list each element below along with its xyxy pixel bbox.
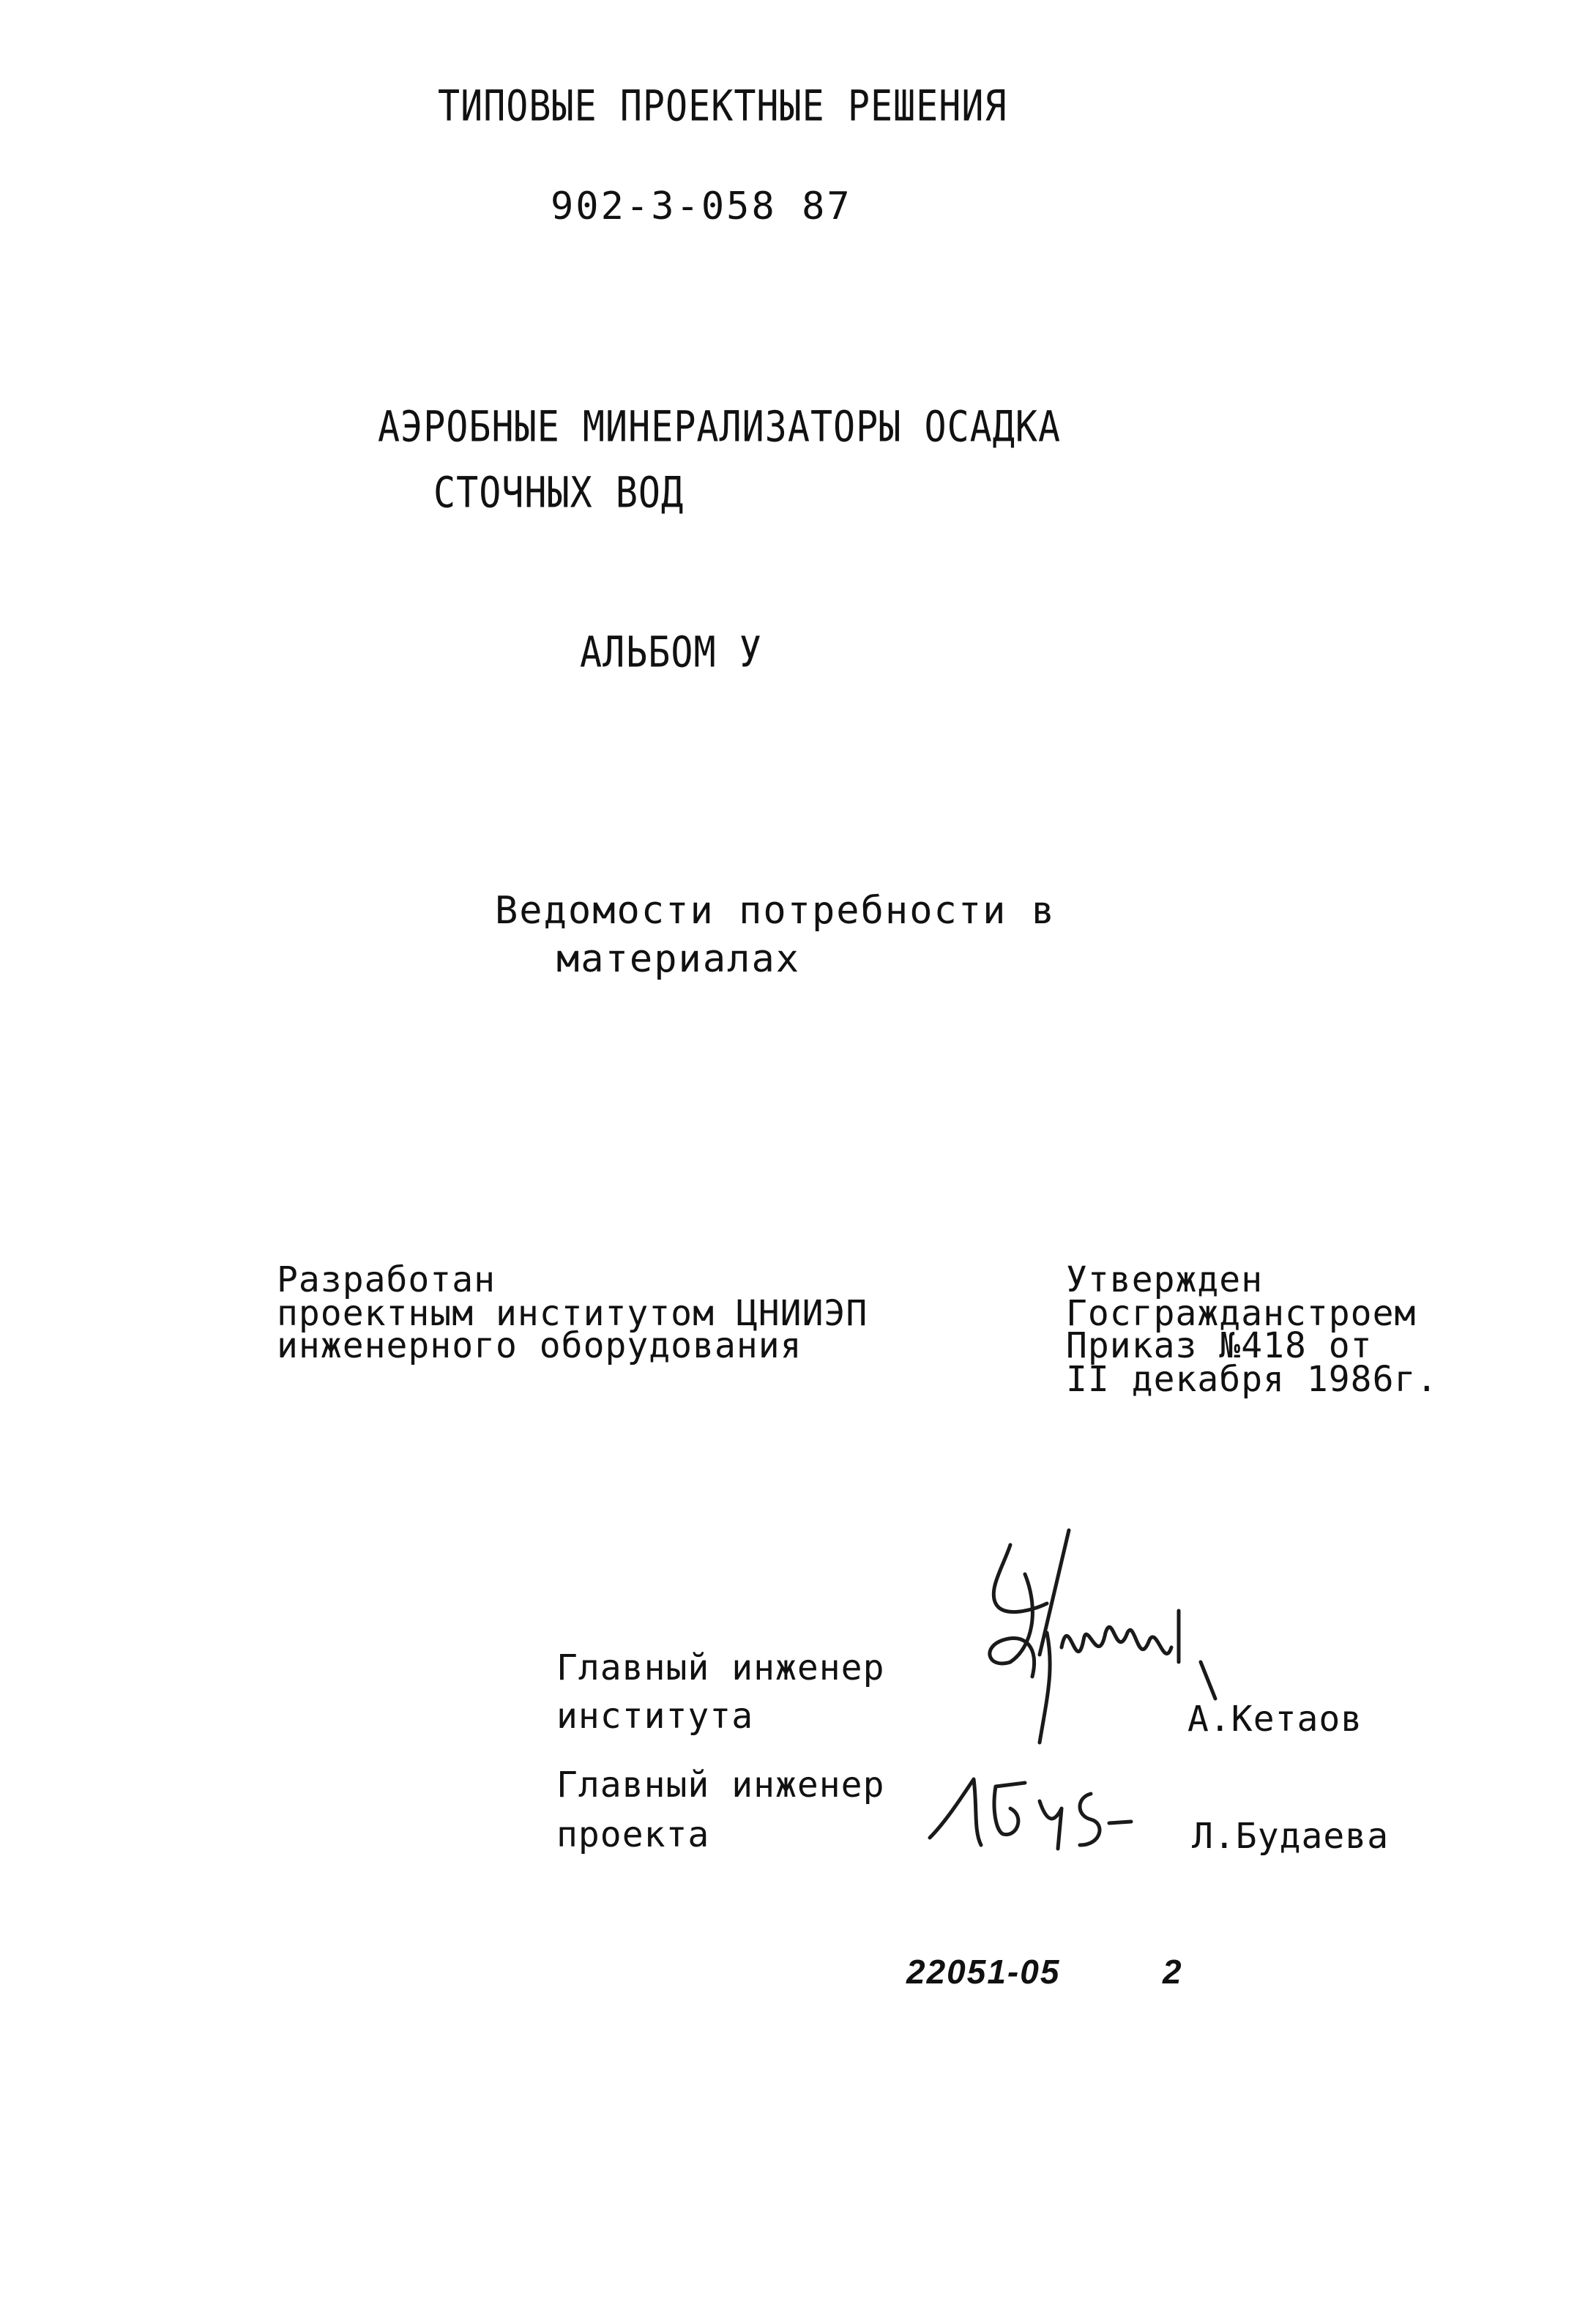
approval-line-1: Утвержден — [1066, 1259, 1264, 1300]
album-label: АЛЬБОМ У — [580, 627, 762, 677]
approval-line-2: Госгражданстроем — [1066, 1293, 1417, 1334]
developer-line-3: инженерного оборудования — [277, 1325, 802, 1366]
position-project-line-2: проекта — [556, 1814, 710, 1855]
document-number: 22051-05 — [906, 1953, 1061, 1991]
series-heading: ТИПОВЫЕ ПРОЕКТНЫЕ РЕШЕНИЯ — [438, 81, 1007, 131]
name-project: Л.Будаева — [1192, 1816, 1390, 1857]
approval-line-3: Приказ №418 от — [1066, 1325, 1373, 1366]
subtitle-line-2: материалах — [556, 937, 801, 981]
developer-line-2: проектным институтом ЦНИИЭП — [277, 1293, 868, 1334]
handwritten-signature-budaeva — [922, 1765, 1135, 1860]
position-institute-line-1: Главный инженер — [556, 1647, 885, 1688]
handwritten-signature-ketaov — [959, 1523, 1223, 1757]
page-number: 2 — [1163, 1953, 1183, 1991]
name-institute: А.Кетаов — [1187, 1699, 1363, 1740]
title-line-1: АЭРОБНЫЕ МИНЕРАЛИЗАТОРЫ ОСАДКА — [378, 402, 1062, 452]
subtitle-line-1: Ведомости потребности в — [495, 889, 1056, 933]
position-institute-line-2: института — [556, 1696, 754, 1737]
developer-line-1: Разработан — [277, 1259, 496, 1300]
project-code: 902-3-058 87 — [551, 185, 852, 228]
approval-line-4: II декабря 1986г. — [1066, 1359, 1439, 1400]
position-project-line-1: Главный инженер — [556, 1765, 885, 1806]
title-line-2: СТОЧНЫХ ВОД — [433, 468, 685, 518]
